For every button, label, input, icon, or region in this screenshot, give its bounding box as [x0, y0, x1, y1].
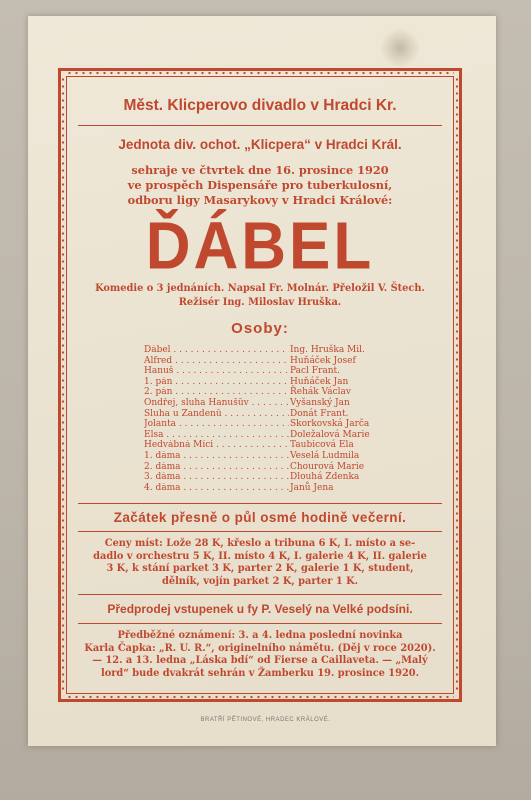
- cast-row: 2. dáma . . . Chourová Marie: [144, 462, 448, 473]
- preliminary-notice: Předběžné oznámení: 3. a 4. ledna poslední novinka Karla Čapka: „R. U. R.“, originelního námětu. (Děj v roce 2020). — 12. a 13. ledna „Láska bdí“ od Fierse a Caillaveta. — „Malý lord“ bude dvakrát sehrán v Žamberku 19. prosince 1920.: [84, 630, 436, 679]
- start-time: Začátek přesně o půl osmé hodině večerní.: [113, 510, 407, 526]
- cast-row: Alfred . . . Huňáček Josef: [144, 356, 448, 367]
- play-title: ĎÁBEL: [145, 209, 375, 284]
- divider: [78, 125, 442, 126]
- paper-stain: [380, 28, 420, 68]
- cast-row: Ondřej, sluha Hanušův . . . Vyšanský Jan: [144, 398, 448, 409]
- divider: [78, 594, 442, 595]
- cast-row: 1. dáma . . . Veselá Ludmila: [144, 451, 448, 462]
- group-heading: Jednota div. ochot. „Klicpera“ v Hradci Král.: [118, 137, 402, 152]
- cast-row: Elsa . . . Doležalová Marie: [144, 430, 448, 441]
- poster-content: [72, 86, 448, 680]
- ornament-right: [454, 76, 460, 694]
- presale-info: Předprodej vstupenek u fy P. Veselý na Velké podsíni.: [107, 602, 413, 617]
- cast-row: Jolanta . . . Skorkovská Jarča: [144, 419, 448, 430]
- persons-heading: Osoby:: [231, 320, 289, 337]
- printer-imprint: BRATŘÍ PĚTINOVÉ, HRADEC KRÁLOVÉ.: [200, 717, 331, 723]
- ticket-prices: Ceny míst: Lože 28 K, křeslo a tribuna 6 K, I. místo a se- dadlo v orchestru 5 K, II. místo 4 K, I. galerie 4 K, II. galerie 3 K, k stání parket 3 K, parter 2 K, galerie 1 K, student, dělník, vojín parket 2 K, parter 1 K.: [93, 538, 427, 587]
- ornament-bottom: [66, 694, 454, 700]
- cast-row: 4. dáma . . . Janů Jena: [144, 483, 448, 494]
- credits: Komedie o 3 jednáních. Napsal Fr. Molnár. Přeložil V. Štech. Režisér Ing. Miloslav Hruška.: [95, 283, 425, 308]
- cast-row: Hedvábná Míci . . . Taubicová Ela: [144, 440, 448, 451]
- cast-row: 2. pán . . . Řehák Václav: [144, 387, 448, 398]
- cast-row: Hanuš . . . Pacl Frant.: [144, 366, 448, 377]
- venue-heading: Měst. Klicperovo divadlo v Hradci Kr.: [123, 97, 397, 114]
- cast-row: Ďábel . . . Ing. Hruška Mil.: [144, 345, 448, 356]
- cast-row: 1. pán . . . Huňáček Jan: [144, 377, 448, 388]
- cast-row: Sluha u Zandenů . . . Donát Frant.: [144, 409, 448, 420]
- divider: [78, 623, 442, 624]
- intro-text: sehraje ve čtvrtek dne 16. prosince 1920 ve prospěch Dispensáře pro tuberkulosní, odboru ligy Masarykovy v Hradci Králové:: [127, 163, 393, 207]
- divider: [78, 531, 442, 532]
- divider: [78, 503, 442, 504]
- cast-list: [144, 345, 448, 493]
- cast-row: 3. dáma . . . Dlouhá Zdenka: [144, 472, 448, 483]
